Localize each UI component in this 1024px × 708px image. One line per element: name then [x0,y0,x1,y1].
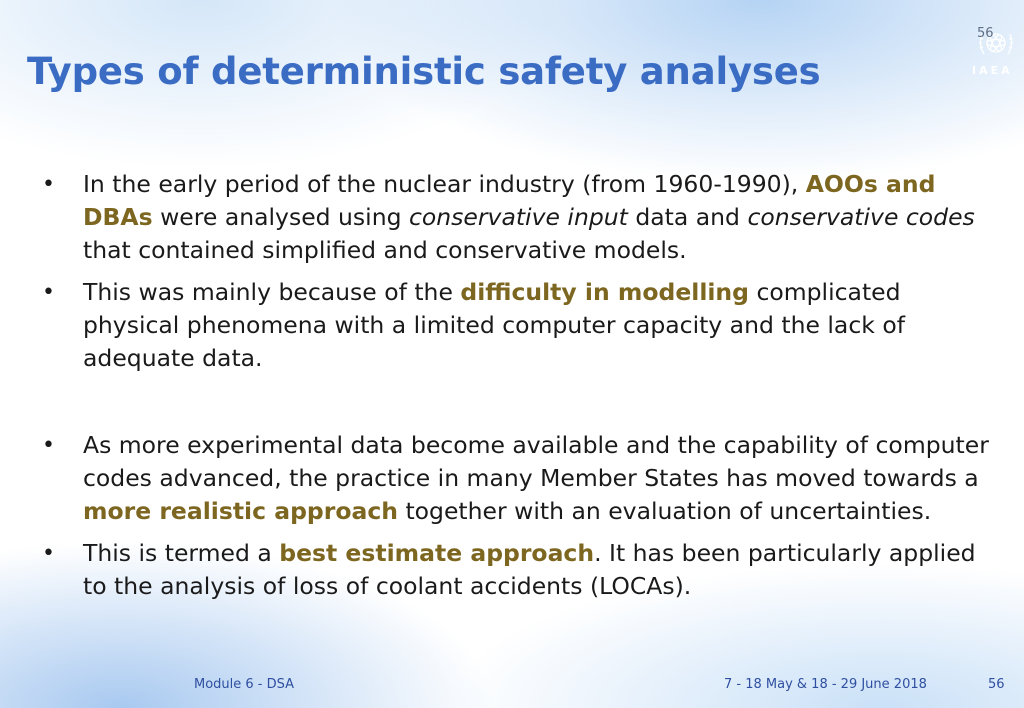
footer-date: 7 - 18 May & 18 - 29 June 2018 [724,677,927,692]
emphasis-more-realistic-approach: more realistic approach [83,497,398,525]
italic-conservative-input: conservative input [408,203,628,231]
emphasis-difficulty-in-modelling: difficulty in modelling [460,278,749,306]
footer-module: Module 6 - DSA [194,677,295,692]
bullet-list [40,168,1000,612]
bullet-item-4: • This is termed a best estimate approach. It has been particularly applied to the analysis of loss of coolant accidents (LOCAs). [42,539,976,600]
italic-conservative-codes: conservative codes [747,203,975,231]
bullet-item-2: • This was mainly because of the difficulty in modelling complicated physical phenomena with a limited computer capacity and the lack of adequate data. [42,278,905,372]
footer-page-number: 56 [988,677,1005,692]
bullet-item-1: • In the early period of the nuclear industry (from 1960-1990), AOOs and DBAs were analysed using conservative input data and conservative codes that contained simplified and conservative models. [42,170,975,264]
emphasis-aoos-dbas: AOOs and DBAs [83,170,936,231]
emphasis-best-estimate-approach: best estimate approach [279,539,595,567]
corner-slide-number: 56 [977,26,994,41]
bullet-dot: • [42,172,55,197]
bullet-dot: • [42,280,55,305]
bullet-dot: • [42,433,55,458]
iaea-logo-text: IAEA [972,64,1013,77]
bullet-dot: • [42,541,55,566]
slide-title: Types of deterministic safety analyses [27,50,821,93]
bullet-item-3: • As more experimental data become available and the capability of computer codes advanced, the practice in many Member States has moved towards a more realistic approach together with an evaluation of uncertainties. [42,431,989,525]
